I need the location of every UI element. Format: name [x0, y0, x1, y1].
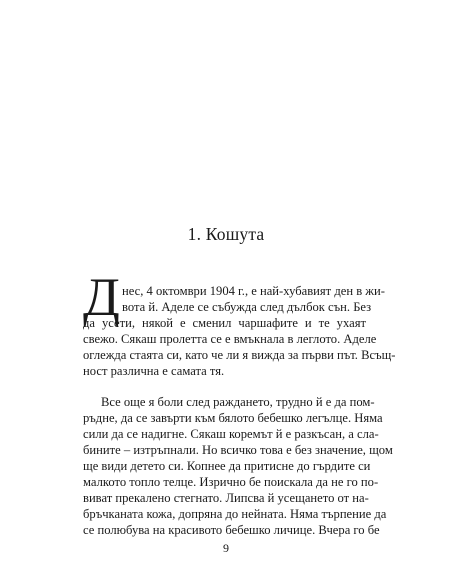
paragraph-1-line-4: свежо. Сякаш пролетта се е вмъкнала в леглото. Аделе: [83, 332, 377, 346]
paragraph-2-line-4: бините – изтръпнали. Но всичко това е без значение, щом: [83, 443, 393, 457]
paragraph-2-line-8: бръчканата кожа, допряна до нейната. Няма търпение да: [83, 507, 387, 521]
paragraph-2-line-5: ще види детето си. Копнее да притисне до гърдите си: [83, 459, 371, 473]
paragraph-1-line-6: ност различна е самата тя.: [83, 364, 225, 378]
paragraph-1-line-2: вота й. Аделе се събужда след дълбок сън. Без: [122, 300, 372, 314]
page-number: 9: [223, 541, 229, 555]
paragraph-2-line-1: Все още я боли след раждането, трудно й е да пом-: [101, 395, 375, 409]
paragraph-2-line-6: малкото топло телце. Изрично бе поискала да не го по-: [83, 475, 379, 489]
paragraph-1-line-3: да усети, някой е сменил чаршафите и те ухаят: [83, 316, 366, 330]
paragraph-2-line-7: виват прекалено стегнато. Липсва й усещането от на-: [83, 491, 369, 505]
drop-cap: Д: [83, 267, 120, 327]
paragraph-1-line-1: нес, 4 октомври 1904 г., е най-хубавият ден в жи-: [122, 284, 385, 298]
paragraph-2-line-2: ръдне, да се завърти към бялото бебешко легълце. Няма: [83, 411, 383, 425]
paragraph-2-line-9: се полюбува на красивото бебешко личице. Вчера го бе: [83, 523, 380, 537]
paragraph-1-line-5: оглежда стаята си, като че ли я вижда за първи път. Всъщ-: [83, 348, 396, 362]
chapter-title: 1. Кошута: [187, 224, 265, 244]
paragraph-2-line-3: сили да се надигне. Сякаш коремът й е разкъсан, а сла-: [83, 427, 379, 441]
